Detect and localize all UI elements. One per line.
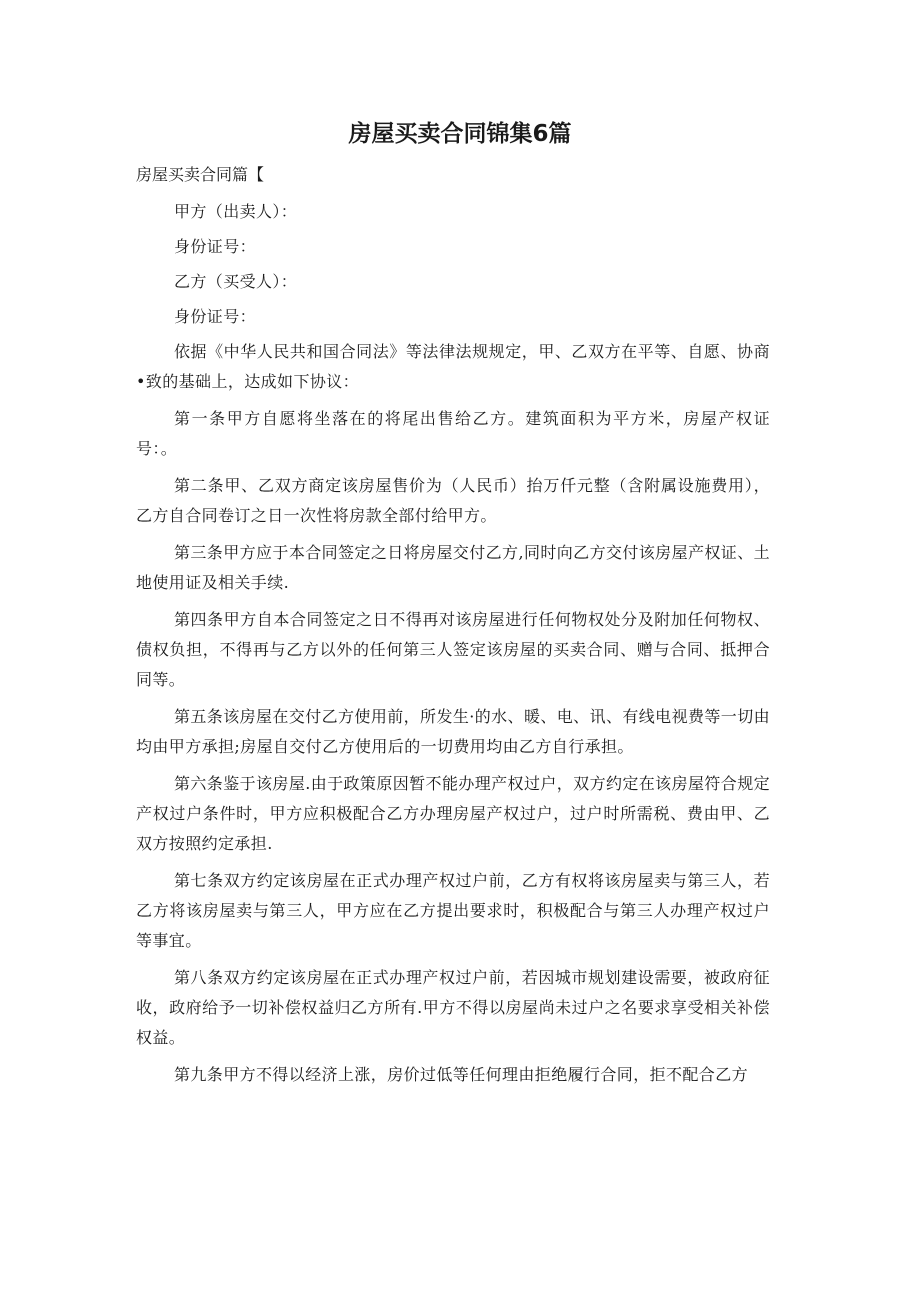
document-title: 房屋买卖合同锦集6篇 <box>348 121 572 147</box>
article-7: 第七条双方约定该房屋在正式办理产权过户前，乙方有权将该房屋卖与第三人，若乙方将该房屋卖与第三人，甲方应在乙方提出要求时，积极配合与第三人办理产权过户等事宜。 <box>136 871 770 950</box>
article-1: 第一条甲方自愿将坐落在的将尾出售给乙方。建筑面积为平方米，房屋产权证号：。 <box>136 409 770 458</box>
article-5: 第五条该房屋在交付乙方使用前，所发生·的水、暖、电、讯、有线电视费等一切由均由甲方承担;房屋自交付乙方使用后的一切费用均由乙方自行承担。 <box>136 707 770 756</box>
contract-body <box>136 197 770 1097</box>
party-b-line: 乙方（买受人）： <box>174 272 298 291</box>
party-b-id-line: 身份证号： <box>174 307 257 326</box>
article-2: 第二条甲、乙双方商定该房屋售价为（人民币）抬万仟元整（含附属设施费用），乙方自合同卷订之日一次性将房款全部付给甲方。 <box>136 476 770 525</box>
article-4: 第四条甲方自本合同签定之日不得再对该房屋进行任何物权处分及附加任何物权、债权负担，不得再与乙方以外的任何第三人签定该房屋的买卖合同、赠与合同、抵押合同等。 <box>136 610 770 689</box>
article-6: 第六条鉴于该房屋.由于政策原因暂不能办理产权过户，双方约定在该房屋符合规定产权过户条件时，甲方应积极配合乙方办理房屋产权过户，过户时所需税、费由甲、乙双方按照约定承担. <box>136 774 770 853</box>
party-a-id-line: 身份证号： <box>174 237 257 256</box>
article-3: 第三条甲方应于本合同签定之日将房屋交付乙方,同时向乙方交付该房屋产权证、土地使用证及相关手续. <box>136 543 770 592</box>
party-a-line: 甲方（出卖人）： <box>174 202 298 221</box>
article-8: 第八条双方约定该房屋在正式办理产权过户前，若因城市规划建设需要，被政府征收，政府给予一切补偿权益归乙方所有.甲方不得以房屋尚未过户之名要求享受相关补偿权益。 <box>136 968 770 1047</box>
section-heading: 房屋买卖合同篇【 <box>136 165 265 184</box>
article-9: 第九条甲方不得以经济上涨，房价过低等任何理由拒绝履行合同，拒不配合乙方 <box>174 1065 749 1084</box>
preamble-paragraph: 依据《中华人民共和国合同法》等法律法规规定，甲、乙双方在平等、自愿、协商•致的基础上，达成如下协议： <box>136 342 770 391</box>
